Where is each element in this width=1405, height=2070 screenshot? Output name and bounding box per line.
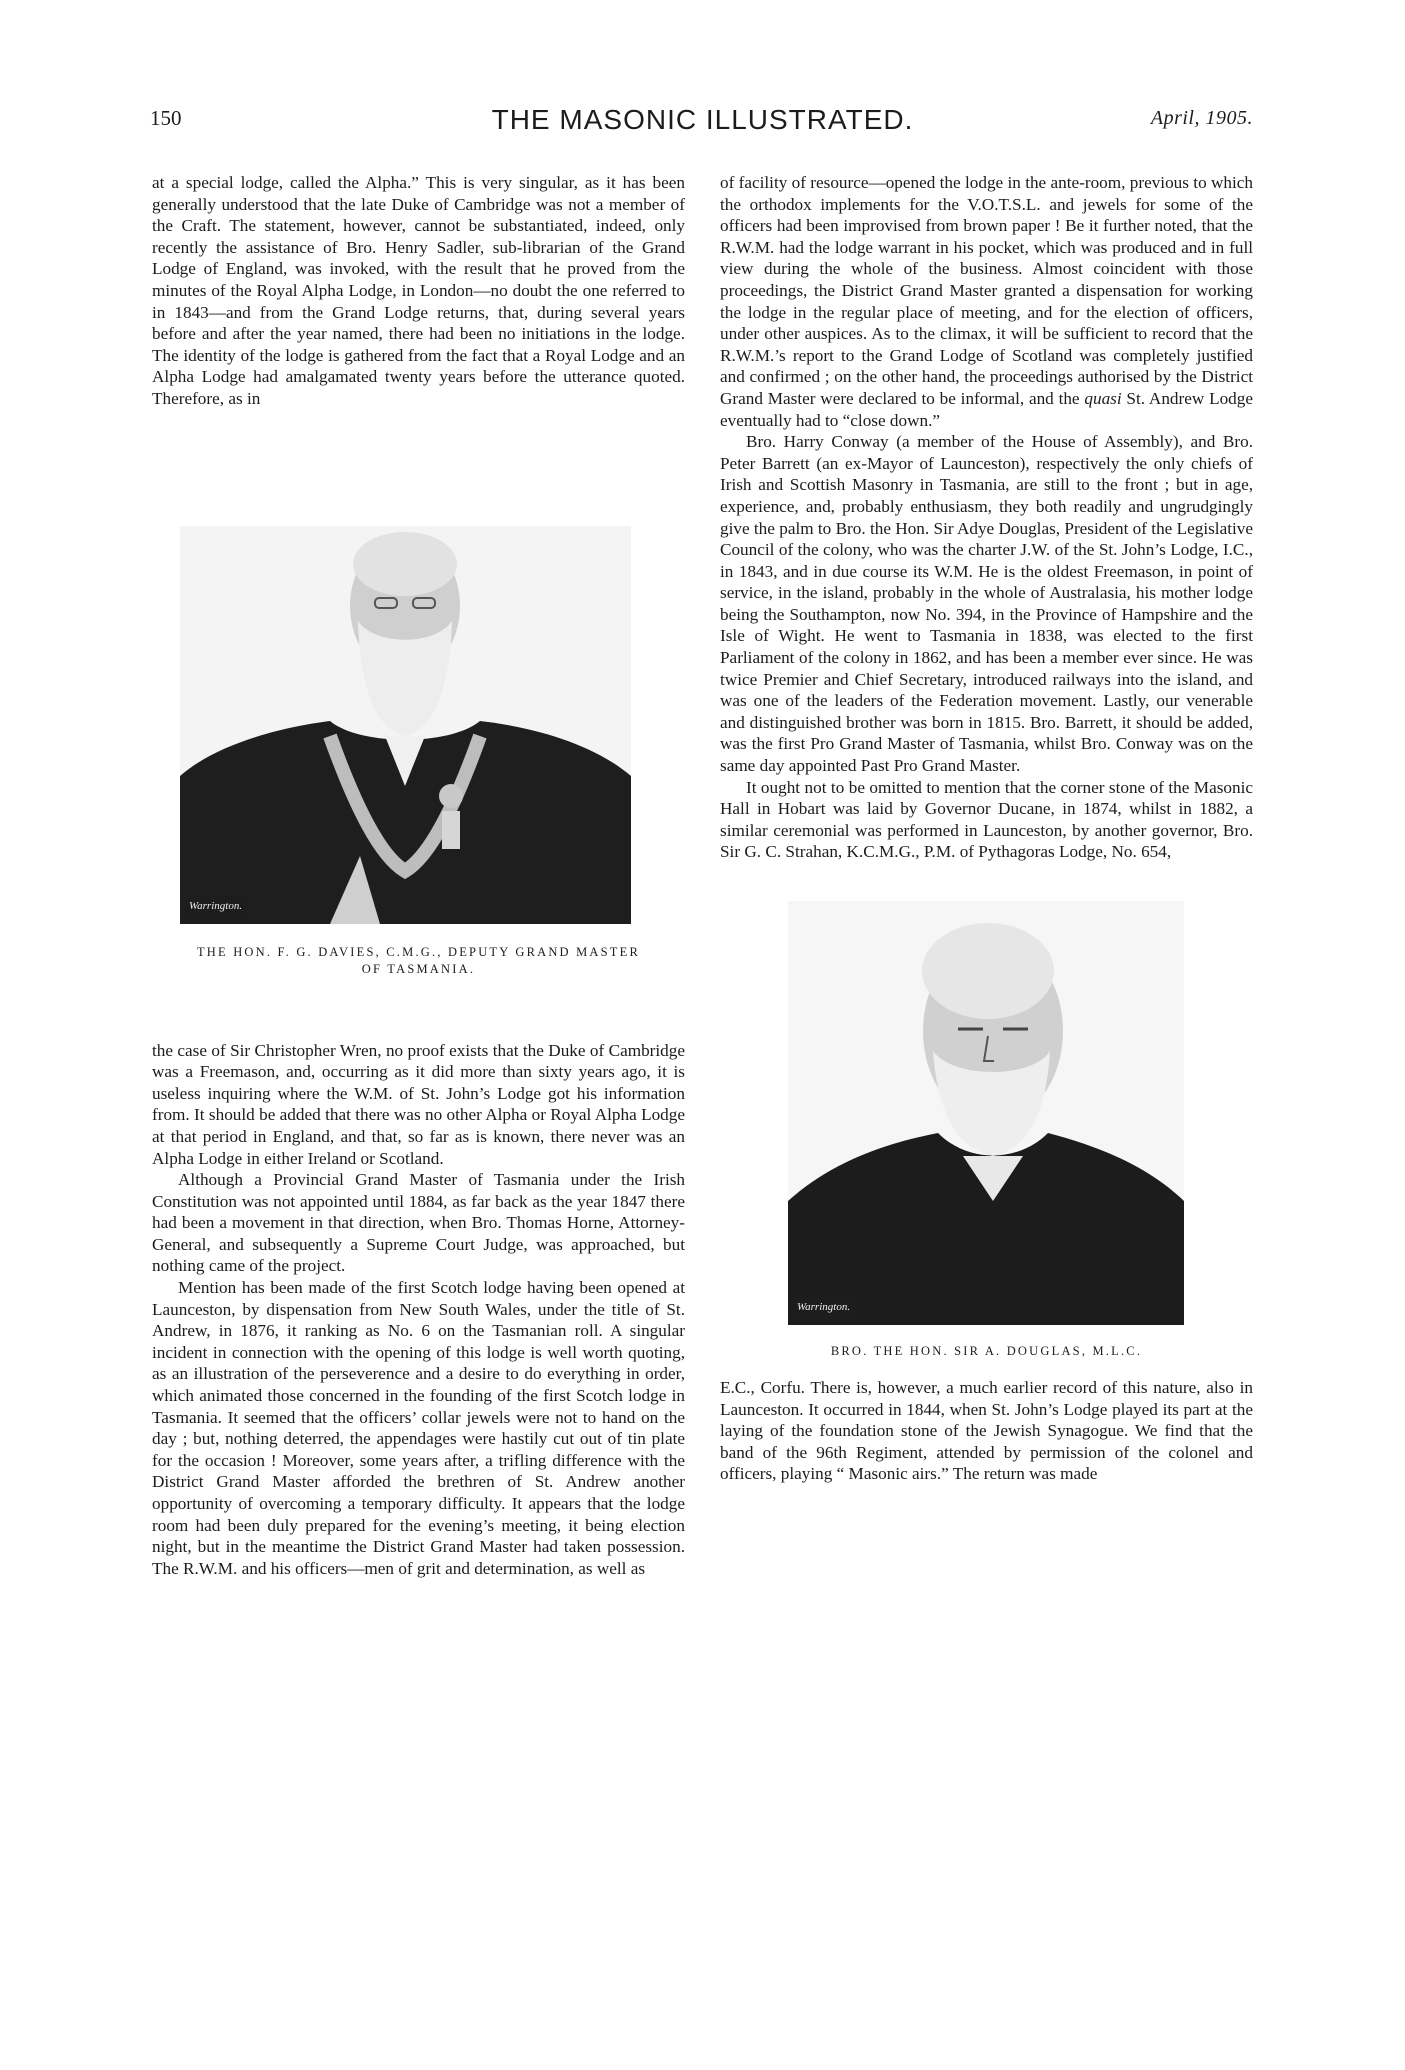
paragraph: Although a Provincial Grand Master of Tasmania under the Irish Constitution was not appointed until 1884, as far back as the year 1847 there had been a movement in that direction, when Bro. Thomas Horne, Attorney-General, and subsequently a Supreme Court Judge, was approached, but nothing came of the project. — [152, 1170, 685, 1276]
caption-line: OF TASMANIA. — [361, 961, 476, 976]
page-number: 150 — [150, 106, 182, 130]
text-run: of facility of resource—opened the lodge in the ante-room, previous to which the orthodox implements for the V.O.T.S.L. and jewels for some of the officers had been improvised from brown paper ! Be it further noted, that the R.W.M. had the lodge warrant in his pocket, which was produced and in full view during the whole of the business. Almost coincident with those proceedings, the District Grand Master granted a dispensation for working the lodge in the regular place of meeting, and for the election of officers, under other auspices. As to the climax, it will be sufficient to record that the R.W.M.’s report to the Grand Lodge of Scotland was completely justified and confirmed ; on the other hand, the proceedings authorised by the District Grand Master were declared to be informal, and the — [720, 173, 1253, 408]
issue-date: April, 1905. — [1150, 107, 1253, 129]
portrait-photo-davies — [180, 526, 631, 924]
paragraph — [720, 172, 1253, 431]
page-header — [0, 104, 1405, 144]
figure-caption — [152, 944, 685, 978]
portrait-photo-douglas — [788, 901, 1184, 1325]
publication-title: THE MASONIC ILLUSTRATED. — [491, 104, 914, 135]
paragraph: It ought not to be omitted to mention that the corner stone of the Masonic Hall in Hobart was laid by Governor Ducane, in 1874, whilst in 1882, a similar ceremonial was performed in Launceston, by another governor, Bro. Sir G. C. Strahan, K.C.M.G., P.M. of Pythagoras Lodge, No. 654, — [720, 777, 1253, 862]
left-column — [152, 172, 685, 1579]
text-run: St. Andrew Lodge eventually had to “close down.” — [720, 388, 1253, 430]
paragraph: Bro. Harry Conway (a member of the House of Assembly), and Bro. Peter Barrett (an ex-Mayor of Launceston), respectively the only chiefs of Irish and Scottish Masonry in Tasmania, are still to the front ; but in age, experience, and, probably enthusiasm, they both readily and ungrudgingly give the palm to Bro. the Hon. Sir Adye Douglas, President of the Legislative Council of the colony, who was the charter J.W. of the St. John’s Lodge, I.C., in 1843, and in due course its W.M. He is the oldest Freemason, in point of service, in the island, probably in the whole of Australasia, his mother lodge being the Southampton, now No. 394, in the Province of Hampshire and the Isle of Wight. He went to Tasmania in 1838, was elected to the first Parliament of the colony in 1862, and has been a member ever since. He was twice Premier and Chief Secretary, introduced railways into the island, and was one of the leaders of the Federation movement. Lastly, our venerable and distinguished brother was born in 1815. Bro. Barrett, it should be added, was the first Pro Grand Master of Tasmania, whilst Bro. Conway was on the same day appointed Past Pro Grand Master. — [720, 432, 1253, 776]
paragraph: at a special lodge, called the Alpha.” This is very singular, as it has been generally understood that the late Duke of Cambridge was not a member of the Craft. The statement, however, cannot be substantiated, indeed, only recently the assistance of Bro. Henry Sadler, sub-librarian of the Grand Lodge of England, was invoked, with the result that he proved from the minutes of the Royal Alpha Lodge, in London—no doubt the one referred to in 1843—and from the Grand Lodge returns, that, during several years before and after the year named, there had been no initiations in the lodge. The identity of the lodge is gathered from the fact that a Royal Lodge and an Alpha Lodge had amalgamated twenty years before the utterance quoted. Therefore, as in — [152, 173, 685, 408]
photo-credit: Warrington. — [186, 896, 245, 918]
paragraph: the case of Sir Christopher Wren, no proof exists that the Duke of Cambridge was a Freemason, and, occurring as it did more than sixty years ago, it is useless inquiring where the W.M. of St. John’s Lodge got his information from. It should be added that there was no other Alpha or Royal Alpha Lodge at that period in England, and that, so far as is known, there never was an Alpha Lodge in either Ireland or Scotland. — [152, 1040, 685, 1168]
portrait-figure-davies — [152, 410, 685, 1040]
italic-word: quasi — [1084, 388, 1122, 408]
paragraph: Mention has been made of the first Scotch lodge having been opened at Launceston, by dispensation from New South Wales, under the title of St. Andrew, in 1876, it ranking as No. 6 on the Tasmanian roll. A singular incident in connection with the opening of this lodge is well worth quoting, as an illustration of the perseverence and a desire to do everything in order, which animated those concerned in the founding of the first Scotch lodge in Tasmania. It seemed that the officers’ collar jewels were not to hand on the day ; but, nothing deterred, the appendages were hastily cut out of tin plate for the occasion ! Moreover, some years after, a trifling difference with the District Grand Master afforded the brethren of St. Andrew another opportunity of overcoming a temporary difficulty. It appears that the lodge room had been duly prepared for the evening’s meeting, it being election night, but in the meantime the District Grand Master had taken possession. The R.W.M. and his officers—men of grit and determination, as well as — [152, 1278, 685, 1578]
portrait-illustration — [788, 901, 1184, 1325]
figure-caption: BRO. THE HON. SIR A. DOUGLAS, M.L.C. — [830, 1344, 1143, 1358]
portrait-illustration — [180, 526, 631, 924]
portrait-figure-douglas — [720, 901, 1253, 1377]
right-column — [720, 172, 1253, 1485]
paragraph: E.C., Corfu. There is, however, a much earlier record of this nature, also in Launceston. It occurred in 1844, when St. John’s Lodge played its part at the laying of the foundation stone of the Jewish Synagogue. We find that the band of the 96th Regiment, attended by permission of the colonel and officers, playing “ Masonic airs.” The return was made — [720, 1378, 1253, 1484]
caption-line: THE HON. F. G. DAVIES, C.M.G., DEPUTY GRAND MASTER — [196, 944, 641, 959]
photo-credit: Warrington. — [794, 1297, 853, 1319]
